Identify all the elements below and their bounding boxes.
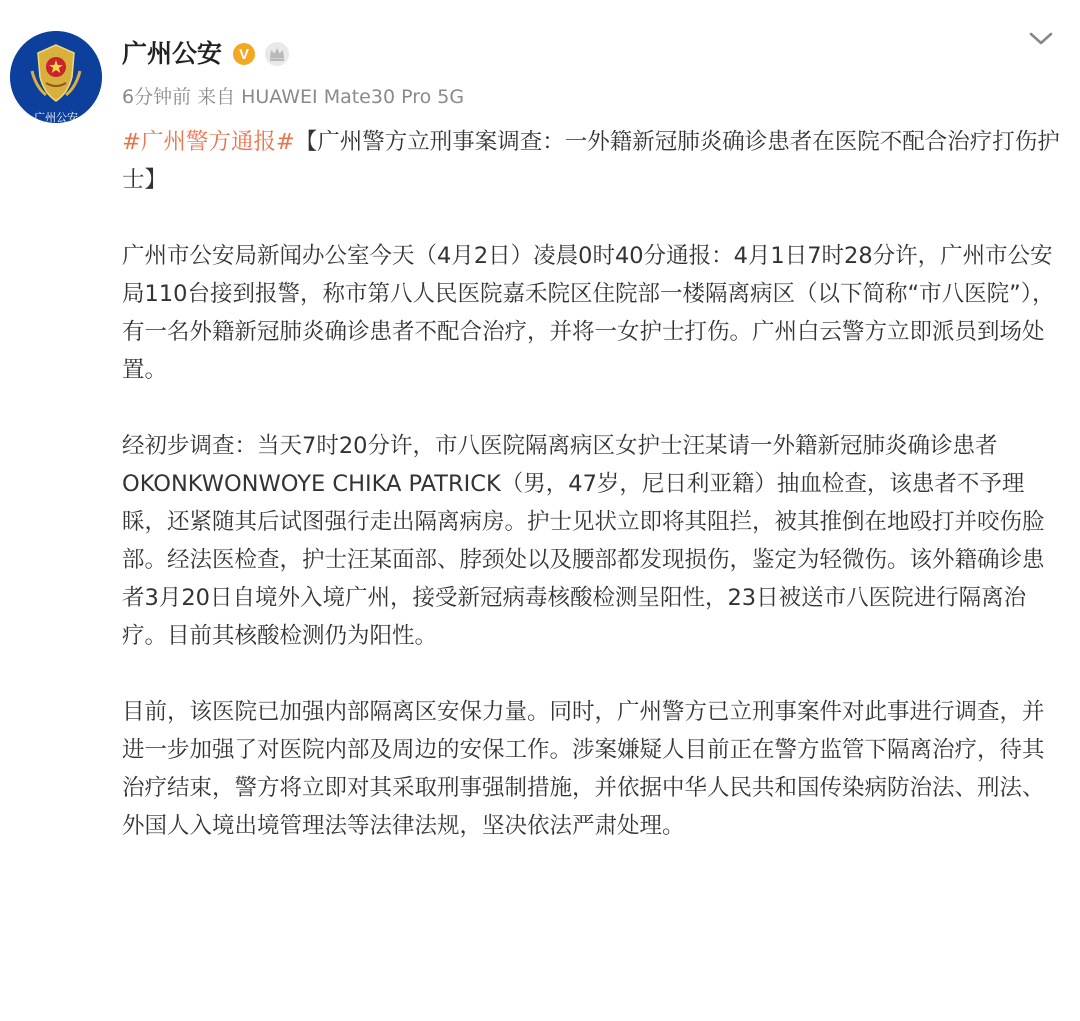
topic-link[interactable]: #广州警方通报#	[122, 129, 295, 155]
chevron-down-icon[interactable]	[1028, 30, 1054, 48]
verified-badge-text: V	[239, 46, 250, 63]
source-prefix: 来自	[197, 86, 236, 108]
post-timestamp[interactable]: 6分钟前	[122, 86, 192, 108]
post-headline: 【广州警方立刑事案调查：一外籍新冠肺炎确诊患者在医院不配合治疗打伤护士】	[122, 129, 1060, 193]
post-paragraph-2: 经初步调查：当天7时20分许，市八医院隔离病区女护士汪某请一外籍新冠肺炎确诊患者OKONKWONWOYE CHIKA PATRICK（男，47岁，尼日利亚籍）抽血检查，该患者不予理睬，还紧随其后试图强行走出隔离病房。护士见状立即将其阻拦，被其推倒在地殴打并咬伤脸部。经法医检查，护士汪某面部、脖颈处以及腰部都发现损伤，鉴定为轻微伤。该外籍确诊患者3月20日自境外入境广州，接受新冠病毒核酸检测呈阳性，23日被送市八医院进行隔离治疗。目前其核酸检测仍为阳性。	[122, 433, 1045, 649]
post-content	[122, 123, 1062, 845]
account-name[interactable]: 广州公安	[122, 39, 223, 68]
member-crown-icon[interactable]	[264, 41, 290, 67]
verified-v-icon	[232, 42, 256, 66]
avatar[interactable]	[10, 31, 102, 123]
source-device: HUAWEI Mate30 Pro 5G	[241, 86, 465, 108]
post-headline-paragraph	[122, 123, 1062, 199]
post-paragraph-3: 目前，该医院已加强内部隔离区安保力量。同时，广州警方已立刑事案件对此事进行调查，并进一步加强了对医院内部及周边的安保工作。涉案嫌疑人目前正在警方监管下隔离治疗，待其治疗结束，警方将立即对其采取刑事强制措施，并依据中华人民共和国传染病防治法、刑法、外国人入境出境管理法等法律法规，坚决依法严肃处理。	[122, 699, 1045, 839]
police-emblem-icon	[10, 31, 102, 123]
avatar-label: 广州公安	[34, 111, 78, 123]
post-paragraph-1: 广州市公安局新闻办公室今天（4月2日）凌晨0时40分通报：4月1日7时28分许，广州市公安局110台接到报警，称市第八人民医院嘉禾院区住院部一楼隔离病区（以下简称“市八医院”），有一名外籍新冠肺炎确诊患者不配合治疗，并将一女护士打伤。广州白云警方立即派员到场处置。	[122, 243, 1055, 383]
post-meta	[122, 84, 464, 110]
post-header	[122, 36, 290, 72]
